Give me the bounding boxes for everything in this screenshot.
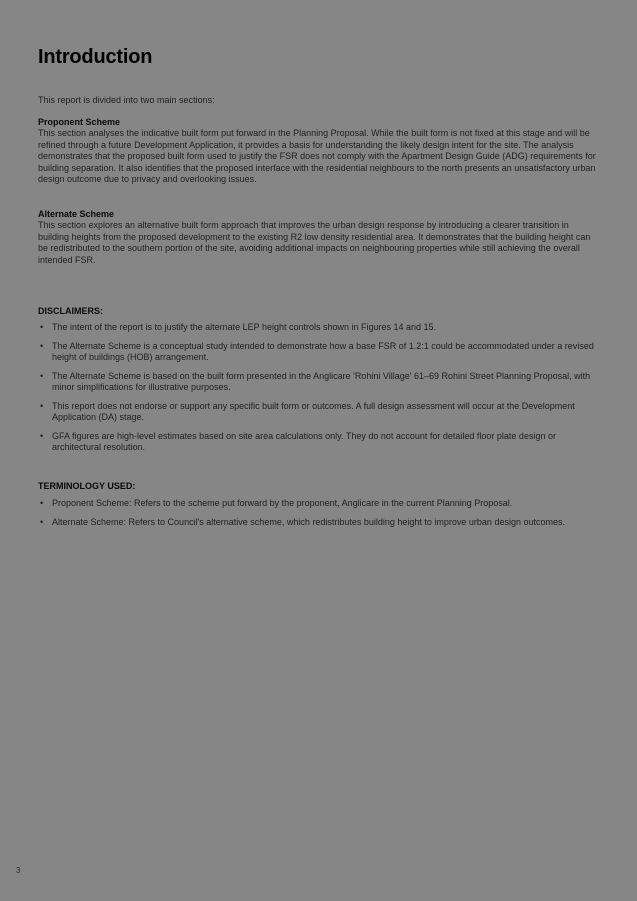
section-body-proponent-scheme: This section analyses the indicative built form put forward in the Planning Proposal. While the built form is not fixed at this stage and will be refined through a future Development Application, it provides a basis for understanding the likely design intent for the site. The analysis demonstrates that the proposed built form used to justify the FSR does not comply with the Apartment Design Guide (ADG) requirements for building separation. It also identifies that the proposed interface with the residential neighbours to the north presents an unsatisfactory urban design outcome due to privacy and overlooking issues. — [38, 128, 596, 184]
page-title: Introduction — [38, 46, 153, 69]
disclaimers-heading: DISCLAIMERS: — [38, 306, 103, 316]
disclaimers-list — [38, 322, 600, 461]
page-number: 3 — [16, 866, 21, 875]
section-body-alternate-scheme: This section explores an alternative built form approach that improves the urban design response by introducing a clearer transition in building heights from the proposed development to the existing R2 low density residential area. It demonstrates that the building height can be redistributed to the southern portion of the site, avoiding additional impacts on neighbouring properties while still achieving the overall intended FSR. — [38, 220, 591, 265]
section-heading-proponent-scheme: Proponent Scheme — [38, 117, 121, 127]
disclaimer-item: • The intent of the report is to justify the alternate LEP height controls shown in Figures 14 and 15. — [38, 322, 600, 334]
intro-text: This report is divided into two main sections: — [38, 95, 215, 105]
section-heading-alternate-scheme: Alternate Scheme — [38, 209, 115, 219]
terminology-item: • Proponent Scheme: Refers to the scheme put forward by the proponent, Anglicare in the current Planning Proposal. — [38, 498, 600, 510]
disclaimer-item: • GFA figures are high-level estimates based on site area calculations only. They do not account for detailed floor plate design or architectural resolution. — [38, 431, 600, 454]
terminology-item: • Alternate Scheme: Refers to Council's alternative scheme, which redistributes building height to improve urban design outcomes. — [38, 517, 600, 529]
terminology-list — [38, 498, 600, 535]
terminology-heading: TERMINOLOGY USED: — [38, 481, 136, 491]
disclaimer-item: • The Alternate Scheme is a conceptual study intended to demonstrate how a base FSR of 1.2:1 could be accommodated under a revised height of buildings (HOB) arrangement. — [38, 341, 600, 364]
disclaimer-item: • The Alternate Scheme is based on the built form presented in the Anglicare 'Rohini Village' 61–69 Rohini Street Planning Proposal, with minor simplifications for illustrative purposes. — [38, 371, 600, 394]
disclaimer-item: • This report does not endorse or support any specific built form or outcomes. A full design assessment will occur at the Development Application (DA) stage. — [38, 401, 600, 424]
